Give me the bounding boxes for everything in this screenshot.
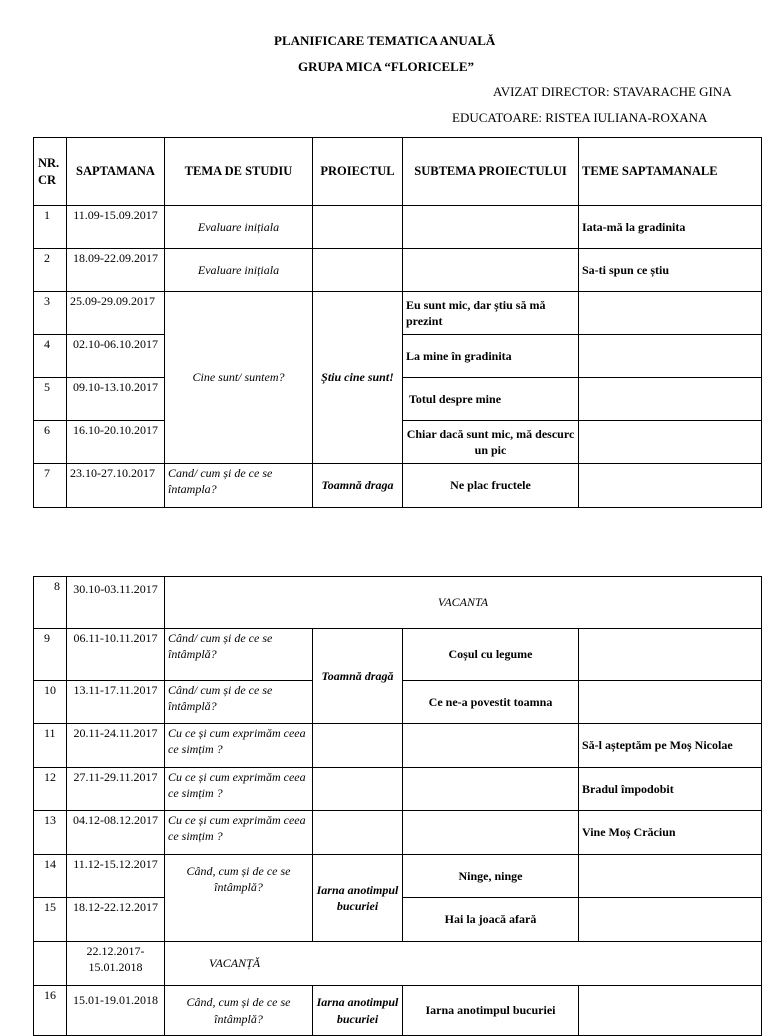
row-project (313, 811, 403, 855)
row-week: 18.09-22.09.2017 (67, 249, 165, 292)
row-weekly-theme (579, 898, 762, 942)
col-header-project: PROIECTUL (313, 138, 403, 206)
row-subtheme (403, 249, 579, 292)
row-number: 2 (34, 249, 67, 292)
table-row (34, 292, 762, 335)
row-weekly-theme (579, 292, 762, 335)
row-number: 9 (34, 629, 67, 681)
planning-table-1 (33, 137, 762, 508)
row-week: 02.10-06.10.2017 (67, 335, 165, 378)
group-name: GRUPA MICA “FLORICELE” (298, 59, 474, 74)
row-subtheme (403, 724, 579, 768)
row-week: 27.11-29.11.2017 (67, 768, 165, 811)
row-weekly-theme (579, 681, 762, 724)
row-subtheme (403, 206, 579, 249)
row-theme: Evaluare inițiala (165, 249, 313, 292)
row-number: 13 (34, 811, 67, 855)
col-header-subtheme: SUBTEMA PROIECTULUI (403, 138, 579, 206)
table-row (34, 986, 762, 1036)
row-week: 23.10-27.10.2017 (67, 464, 165, 508)
col-header-week: SAPTAMANA (67, 138, 165, 206)
row-number: 16 (34, 986, 67, 1036)
row-project: Iarna anotimpul bucuriei (313, 986, 403, 1036)
row-project: Toamnă draga (313, 464, 403, 508)
col-header-theme: TEMA DE STUDIU (165, 138, 313, 206)
vacation-row: VACANTA (165, 577, 762, 629)
row-week: 04.12-08.12.2017 (67, 811, 165, 855)
row-number: 12 (34, 768, 67, 811)
merged-project: Știu cine sunt! (313, 292, 403, 464)
row-subtheme: Coșul cu legume (403, 629, 579, 681)
teacher-name: EDUCATOARE: RISTEA IULIANA-ROXANA (452, 110, 708, 125)
row-project (313, 249, 403, 292)
table-row (34, 942, 762, 986)
row-theme: Cu ce și cum exprimăm ceea ce simțim ? (165, 811, 313, 855)
row-subtheme: Ce ne-a povestit toamna (403, 681, 579, 724)
row-number: 6 (34, 421, 67, 464)
row-theme: Evaluare inițiala (165, 206, 313, 249)
table-row (34, 629, 762, 681)
row-weekly-theme (579, 629, 762, 681)
vacation-row: VACANȚĂ (165, 942, 762, 986)
merged-project: Toamnă dragă (313, 629, 403, 724)
row-weekly-theme: Sa-ti spun ce știu (579, 249, 762, 292)
row-number: 10 (34, 681, 67, 724)
table-row (34, 464, 762, 508)
row-subtheme: Totul despre mine (403, 378, 579, 421)
row-week: 20.11-24.11.2017 (67, 724, 165, 768)
row-weekly-theme (579, 986, 762, 1036)
document-title: PLANIFICARE TEMATICA ANUALĂ (274, 33, 496, 48)
row-subtheme: La mine în gradinita (403, 335, 579, 378)
row-subtheme: Eu sunt mic, dar știu să mă prezint (403, 292, 579, 335)
row-theme: Cu ce și cum exprimăm ceea ce simțim ? (165, 768, 313, 811)
row-number: 11 (34, 724, 67, 768)
table-row (34, 577, 762, 629)
col-header-weekly: TEME SAPTAMANALE (579, 138, 762, 206)
row-week: 16.10-20.10.2017 (67, 421, 165, 464)
director-approval: AVIZAT DIRECTOR: STAVARACHE GINA (493, 84, 732, 99)
table-header-row (34, 138, 762, 206)
row-number: 1 (34, 206, 67, 249)
row-week: 25.09-29.09.2017 (67, 292, 165, 335)
row-weekly-theme (579, 335, 762, 378)
row-theme: Când, cum și de ce se întâmplă? (165, 986, 313, 1036)
row-number: 4 (34, 335, 67, 378)
row-number (34, 942, 67, 986)
row-week: 13.11-17.11.2017 (67, 681, 165, 724)
table-row (34, 206, 762, 249)
row-number: 15 (34, 898, 67, 942)
planning-table-2 (33, 576, 762, 1036)
row-week: 15.01-19.01.2018 (67, 986, 165, 1036)
row-subtheme: Ne plac fructele (403, 464, 579, 508)
row-number: 5 (34, 378, 67, 421)
row-theme: Când/ cum și de ce se întâmplă? (165, 681, 313, 724)
table-row (34, 768, 762, 811)
row-number: 3 (34, 292, 67, 335)
row-week: 30.10-03.11.2017 (67, 577, 165, 629)
row-theme: Cu ce și cum exprimăm ceea ce simțim ? (165, 724, 313, 768)
row-weekly-theme (579, 378, 762, 421)
row-week: 09.10-13.10.2017 (67, 378, 165, 421)
merged-project: Iarna anotimpul bucuriei (313, 855, 403, 942)
row-project (313, 768, 403, 811)
row-number: 14 (34, 855, 67, 898)
row-week: 11.12-15.12.2017 (67, 855, 165, 898)
table-row (34, 249, 762, 292)
table-row (34, 855, 762, 898)
row-theme: Cand/ cum și de ce se întampla? (165, 464, 313, 508)
row-weekly-theme: Bradul împodobit (579, 768, 762, 811)
row-subtheme (403, 811, 579, 855)
row-week: 06.11-10.11.2017 (67, 629, 165, 681)
row-weekly-theme: Vine Moș Crăciun (579, 811, 762, 855)
merged-theme: Când, cum și de ce se întâmplă? (165, 855, 313, 942)
row-project (313, 724, 403, 768)
row-week: 11.09-15.09.2017 (67, 206, 165, 249)
row-weekly-theme: Să-l așteptăm pe Moș Nicolae (579, 724, 762, 768)
row-weekly-theme (579, 421, 762, 464)
merged-theme: Cine sunt/ suntem? (165, 292, 313, 464)
row-subtheme (403, 768, 579, 811)
col-header-nr: NR. CR (34, 138, 67, 206)
row-week: 22.12.2017-15.01.2018 (67, 942, 165, 986)
table-row (34, 811, 762, 855)
row-project (313, 206, 403, 249)
row-week: 18.12-22.12.2017 (67, 898, 165, 942)
row-subtheme: Chiar dacă sunt mic, mă descurc un pic (403, 421, 579, 464)
row-number: 8 (34, 577, 67, 629)
row-weekly-theme (579, 464, 762, 508)
row-subtheme: Hai la joacă afară (403, 898, 579, 942)
row-weekly-theme: Iata-mă la gradinita (579, 206, 762, 249)
row-weekly-theme (579, 855, 762, 898)
row-subtheme: Iarna anotimpul bucuriei (403, 986, 579, 1036)
row-theme: Când/ cum și de ce se întâmplă? (165, 629, 313, 681)
table-row (34, 724, 762, 768)
row-number: 7 (34, 464, 67, 508)
row-subtheme: Ninge, ninge (403, 855, 579, 898)
